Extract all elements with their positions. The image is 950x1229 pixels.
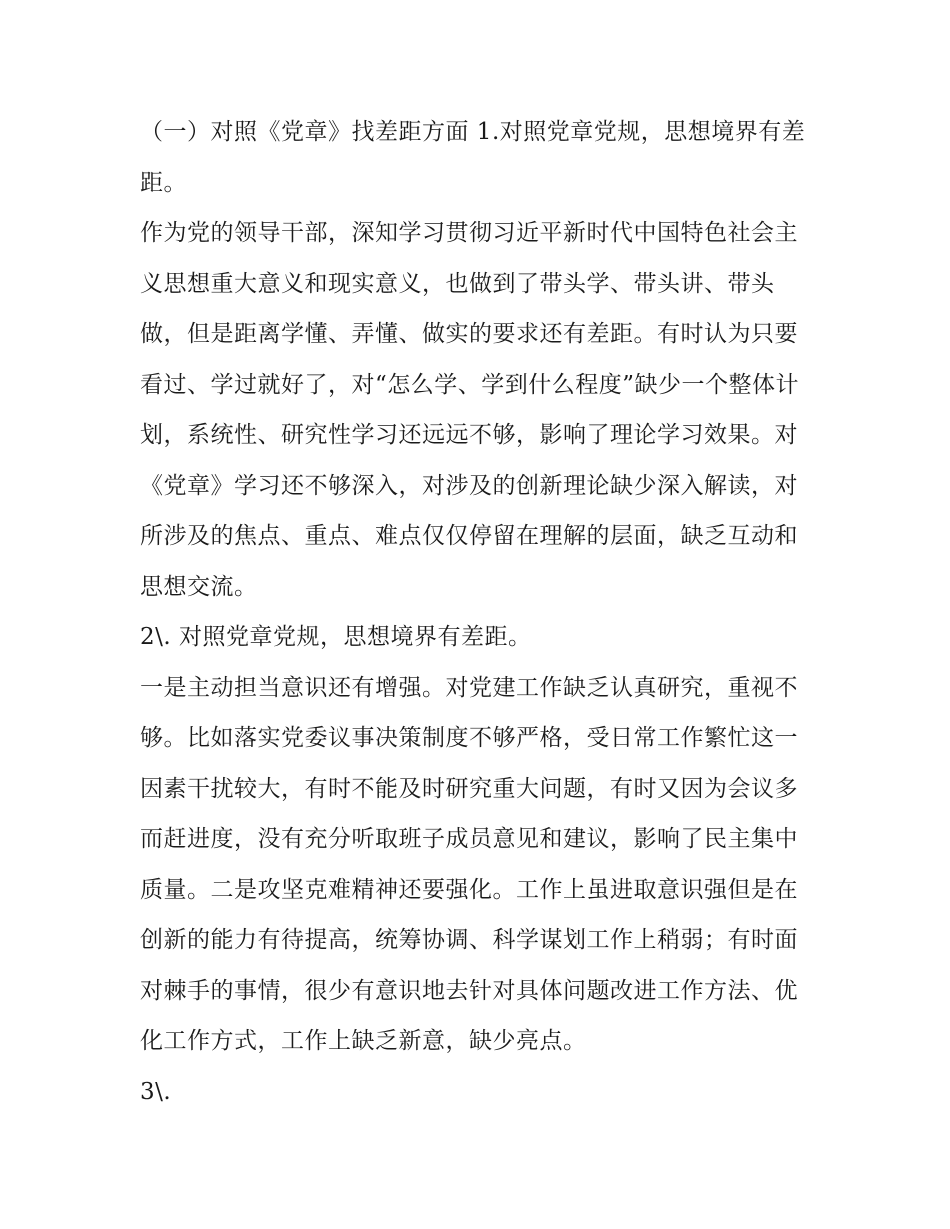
- paragraph-section-heading: （一）对照《党章》找差距方面 1.对照党章党规，思想境界有差距。: [140, 119, 806, 196]
- paragraph-study-gap: 作为党的领导干部，深知学习贯彻习近平新时代中国特色社会主义思想重大意义和现实意义，也做到了带头学、带头讲、带头做，但是距离学懂、弄懂、做实的要求还有差距。有时认为只要看过、学过就好了，对“怎么学、学到什么程度”缺少一个整体计划，系统性、研究性学习还远远不够，影响了理论学习效果。对《党章》学习还不够深入，对涉及的创新理论缺少深入解读，对所涉及的焦点、重点、难点仅仅停留在理解的层面，缺乏互动和思想交流。: [140, 220, 800, 600]
- document-body: [140, 107, 812, 1117]
- paragraph-item-3-heading: 3\.: [140, 1078, 172, 1105]
- paragraph-responsibility-gap: 一是主动担当意识还有增强。对党建工作缺乏认真研究，重视不够。比如落实党委议事决策制度不够严格，受日常工作繁忙这一因素干扰较大，有时不能及时研究重大问题，有时又因为会议多而赶进度，没有充分听取班子成员意见和建议，影响了民主集中质量。二是攻坚克难精神还要强化。工作上虽进取意识强但是在创新的能力有待提高，统筹协调、科学谋划工作上稍弱；有时面对棘手的事情，很少有意识地去针对具体问题改进工作方法、优化工作方式，工作上缺乏新意，缺少亮点。: [140, 674, 798, 1054]
- paragraph-item-2-heading: 2\. 对照党章党规，思想境界有差距。: [140, 624, 532, 650]
